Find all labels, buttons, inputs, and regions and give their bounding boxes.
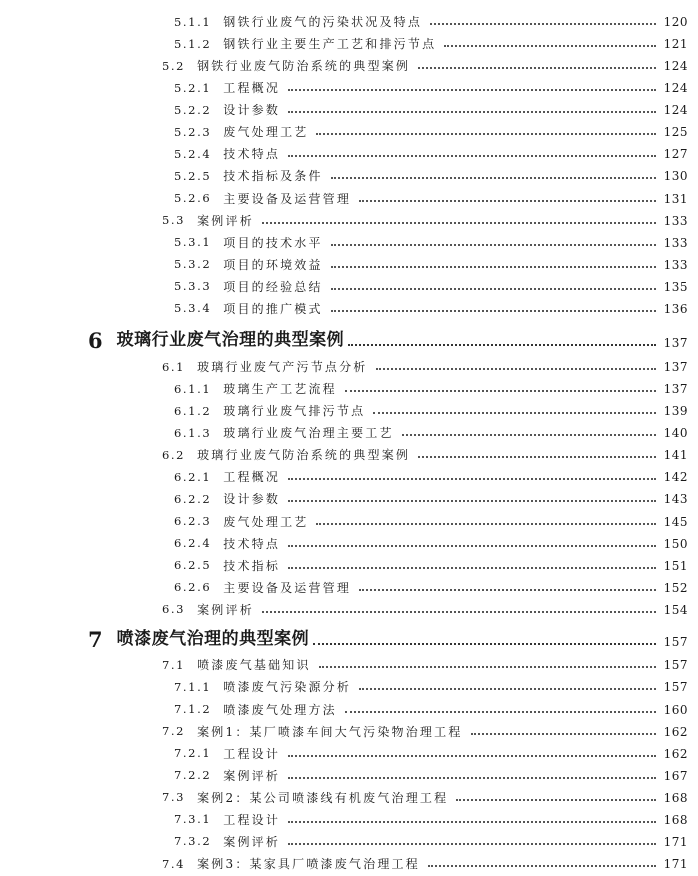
- dot-leader: [428, 864, 656, 867]
- toc-page-number: 137: [663, 336, 688, 351]
- dot-leader: [262, 221, 656, 224]
- toc-entry-row: [0, 826, 698, 848]
- toc-entry-row: [0, 6, 698, 28]
- dot-leader: [402, 433, 656, 436]
- dot-leader: [288, 154, 656, 157]
- toc-entry-row: [0, 94, 698, 116]
- toc-entry-title: 废气处理工艺: [223, 125, 309, 140]
- toc-entry-row: [0, 395, 698, 417]
- toc-entry-number: 5.3.1: [174, 235, 212, 250]
- toc-page-number: 150: [663, 536, 688, 551]
- dot-leader: [348, 343, 656, 346]
- toc-entry-number: 5.3.4: [174, 301, 212, 316]
- dot-leader: [331, 176, 656, 179]
- toc-entry-number: 6.2.2: [174, 491, 212, 506]
- toc-chapter-row: [0, 626, 698, 652]
- toc-entry-row: [0, 594, 698, 616]
- toc-entry-number: 6.2.4: [174, 536, 212, 551]
- toc-entry-title: 案例评析: [223, 834, 281, 849]
- toc-page-number: 120: [663, 15, 688, 29]
- toc-entry-number: 5.2: [162, 58, 186, 73]
- toc-page-number: 133: [663, 213, 688, 228]
- toc-entry-title: 钢铁行业主要生产工艺和排污节点: [223, 37, 437, 52]
- toc-entry-title: 玻璃行业废气产污节点分析: [197, 360, 368, 375]
- toc-entry-number: 6.1: [162, 359, 186, 374]
- toc-page-number: 142: [663, 470, 688, 485]
- toc-entry-number: 7.2.2: [174, 768, 212, 783]
- toc-entry-row: [0, 804, 698, 826]
- toc-page-number: 168: [663, 812, 688, 827]
- toc-entry-row: [0, 50, 698, 72]
- toc-entry-title: 技术特点: [223, 536, 281, 551]
- toc-page-number: 171: [663, 857, 688, 871]
- toc-entry-title: 钢铁行业废气防治系统的典型案例: [197, 59, 411, 74]
- dot-leader: [359, 588, 656, 591]
- toc-entry-title: 工程概况: [223, 470, 281, 485]
- toc-page-number: 162: [663, 746, 688, 761]
- dot-leader: [359, 199, 656, 202]
- toc-entry-number: 7.3.2: [174, 834, 212, 849]
- toc-page-number: 151: [663, 558, 688, 573]
- toc-entry-number: 5.3.3: [174, 279, 212, 294]
- toc-page-number: 124: [663, 103, 688, 118]
- toc-page-number: 121: [663, 37, 688, 52]
- toc-entry-row: [0, 351, 698, 373]
- toc-page-number: 140: [663, 426, 688, 441]
- dot-leader: [288, 820, 656, 823]
- dot-leader: [331, 243, 656, 246]
- toc-entry-row: [0, 483, 698, 505]
- toc-entry-number: 6.1.1: [174, 381, 212, 396]
- toc-page-number: 136: [663, 301, 688, 316]
- toc-entry-title: 案例评析: [223, 768, 281, 783]
- toc-page-number: 124: [663, 81, 688, 96]
- toc-entry-row: [0, 160, 698, 182]
- toc-entry-number: 6.3: [162, 602, 186, 617]
- toc-entry-number: 7.2.1: [174, 746, 212, 761]
- toc-entry-title: 工程设计: [223, 812, 281, 827]
- toc-entry-title: 玻璃行业废气治理主要工艺: [223, 426, 394, 441]
- dot-leader: [373, 411, 656, 414]
- toc-entry-number: 6.2.1: [174, 469, 212, 484]
- toc-entry-row: [0, 72, 698, 94]
- toc-entry-number: 6.2.5: [174, 558, 212, 573]
- toc-entry-number: 7.3: [162, 790, 186, 805]
- toc-entry-number: 7.1: [162, 657, 186, 672]
- toc-entry-title: 设计参数: [223, 103, 281, 118]
- toc-entry-row: [0, 649, 698, 671]
- dot-leader: [288, 499, 656, 502]
- toc-entry-number: 5.1.2: [174, 36, 212, 51]
- toc-entry-number: 5.2.4: [174, 146, 212, 161]
- toc-entry-number: 6.1.3: [174, 425, 212, 440]
- dot-leader: [316, 522, 656, 525]
- dot-leader: [288, 544, 656, 547]
- dot-leader: [313, 642, 656, 645]
- toc-entry-title: 喷漆废气基础知识: [197, 658, 311, 673]
- toc-entry-number: 5.2.3: [174, 124, 212, 139]
- toc-entry-row: [0, 293, 698, 315]
- dot-leader: [288, 754, 656, 757]
- toc-entry-title: 玻璃生产工艺流程: [223, 382, 337, 397]
- toc-entry-number: 5.3: [162, 213, 186, 228]
- toc-entry-row: [0, 439, 698, 461]
- toc-entry-row: [0, 417, 698, 439]
- dot-leader: [418, 455, 656, 458]
- toc-page-number: 125: [663, 125, 688, 140]
- dot-leader: [345, 389, 656, 392]
- toc-entry-title: 工程设计: [223, 746, 281, 761]
- toc-entry-number: 5.2.6: [174, 191, 212, 206]
- toc-entry-title: 案例评析: [197, 602, 254, 617]
- toc-entry-title: 玻璃行业废气排污节点: [223, 404, 366, 419]
- toc-entry-title: 案例3：某家具厂喷漆废气治理工程: [197, 857, 420, 871]
- toc-entry-title: 技术指标及条件: [223, 169, 323, 184]
- toc-entry-title: 项目的经验总结: [223, 279, 323, 294]
- dot-leader: [471, 732, 656, 735]
- dot-leader: [288, 88, 656, 91]
- dot-leader: [288, 566, 656, 569]
- toc-entry-title: 案例1：某厂喷漆车间大气污染物治理工程: [197, 724, 463, 739]
- toc-page-number: 152: [663, 580, 688, 595]
- toc-entry-title: 玻璃行业废气防治系统的典型案例: [197, 448, 411, 463]
- toc-entry-row: [0, 848, 698, 870]
- toc-page-number: 160: [663, 702, 688, 717]
- toc-entry-row: [0, 716, 698, 738]
- toc-entry-number: 7.4: [162, 856, 186, 871]
- toc-page-number: 141: [663, 448, 688, 463]
- dot-leader: [316, 132, 656, 135]
- toc-entry-row: [0, 227, 698, 249]
- toc-entry-row: [0, 271, 698, 293]
- toc-entry-number: 5.2.1: [174, 80, 212, 95]
- toc-entry-number: 5.2.2: [174, 102, 212, 117]
- toc-entry-title: 喷漆废气治理的典型案例: [116, 628, 310, 649]
- toc-entry-row: [0, 373, 698, 395]
- toc-entry-number: 6.2.3: [174, 514, 212, 529]
- dot-leader: [288, 477, 656, 480]
- toc-page-number: 130: [663, 169, 688, 184]
- toc-entry-title: 喷漆废气处理方法: [223, 702, 337, 717]
- toc-entry-title: 主要设备及运营管理: [223, 191, 352, 206]
- dot-leader: [262, 610, 656, 613]
- toc-entry-number: 6: [88, 328, 103, 354]
- toc-entry-title: 技术指标: [223, 558, 281, 573]
- toc-page-number: 131: [663, 191, 688, 206]
- toc-entry-number: 6.2.6: [174, 580, 212, 595]
- toc-entry-row: [0, 572, 698, 594]
- dot-leader: [331, 265, 656, 268]
- dot-leader: [331, 309, 656, 312]
- toc-entry-title: 项目的技术水平: [223, 235, 323, 250]
- toc-entry-row: [0, 782, 698, 804]
- toc-entry-title: 钢铁行业废气的污染状况及特点: [223, 15, 423, 29]
- toc-entry-row: [0, 550, 698, 572]
- dot-leader: [288, 842, 656, 845]
- toc-entry-number: 5.1.1: [174, 14, 212, 29]
- toc-page-number: 171: [663, 834, 688, 849]
- toc-page-number: 137: [663, 382, 688, 397]
- toc-page-number: 143: [663, 492, 688, 507]
- dot-leader: [359, 687, 656, 690]
- toc-entry-title: 技术特点: [223, 147, 281, 162]
- toc-page-number: 157: [663, 680, 688, 695]
- toc-entry-title: 喷漆废气污染源分析: [223, 680, 352, 695]
- toc-entry-row: [0, 738, 698, 760]
- toc-entry-number: 7.3.1: [174, 812, 212, 827]
- toc-entry-number: 5.2.5: [174, 168, 212, 183]
- toc-entry-row: [0, 461, 698, 483]
- toc-entry-title: 案例2：某公司喷漆线有机废气治理工程: [197, 790, 449, 805]
- toc-entry-number: 6.1.2: [174, 403, 212, 418]
- toc-page-number: 168: [663, 790, 688, 805]
- toc-page-number: 124: [663, 59, 688, 74]
- toc-page-number: 137: [663, 360, 688, 375]
- toc-entry-number: 7.1.2: [174, 702, 212, 717]
- dot-leader: [331, 287, 656, 290]
- toc-entry-title: 设计参数: [223, 492, 281, 507]
- toc-page-number: 145: [663, 514, 688, 529]
- toc-entry-row: [0, 760, 698, 782]
- toc-entry-title: 项目的推广模式: [223, 301, 323, 316]
- dot-leader: [288, 776, 656, 779]
- dot-leader: [430, 22, 656, 25]
- dot-leader: [456, 798, 656, 801]
- toc-entry-row: [0, 249, 698, 271]
- toc-entry-row: [0, 528, 698, 550]
- toc-page-number: 162: [663, 724, 688, 739]
- toc-entry-title: 主要设备及运营管理: [223, 580, 352, 595]
- toc-entry-title: 玻璃行业废气治理的典型案例: [116, 330, 345, 351]
- toc-entry-title: 废气处理工艺: [223, 514, 309, 529]
- dot-leader: [444, 44, 656, 47]
- toc-page-number: 133: [663, 257, 688, 272]
- toc-entry-number: 7.1.1: [174, 679, 212, 694]
- toc-entry-title: 案例评析: [197, 213, 254, 228]
- toc-entry-row: [0, 183, 698, 205]
- dot-leader: [418, 66, 656, 69]
- toc-page-number: 157: [663, 634, 688, 649]
- toc-entry-title: 项目的环境效益: [223, 257, 323, 272]
- toc-entry-row: [0, 694, 698, 716]
- toc-page-number: 154: [663, 602, 688, 617]
- toc-page-number: 139: [663, 404, 688, 419]
- toc-entry-number: 6.2: [162, 447, 186, 462]
- toc-entry-number: 7.2: [162, 724, 186, 739]
- dot-leader: [319, 665, 656, 668]
- dot-leader: [376, 367, 657, 370]
- toc-page-number: 127: [663, 147, 688, 162]
- toc-entry-title: 工程概况: [223, 81, 281, 96]
- toc-entry-row: [0, 138, 698, 160]
- toc-entry-row: [0, 506, 698, 528]
- dot-leader: [288, 110, 656, 113]
- toc-page-number: 167: [663, 768, 688, 783]
- toc-entry-row: [0, 28, 698, 50]
- dot-leader: [345, 710, 656, 713]
- toc-entry-row: [0, 116, 698, 138]
- toc-entry-number: 5.3.2: [174, 257, 212, 272]
- toc-page-number: 157: [663, 658, 688, 673]
- toc-chapter-row: [0, 327, 698, 354]
- toc-page-number: 135: [663, 279, 688, 294]
- toc-entry-row: [0, 205, 698, 227]
- toc-entry-row: [0, 671, 698, 693]
- toc-entry-number: 7: [88, 626, 103, 652]
- toc-page-number: 133: [663, 235, 688, 250]
